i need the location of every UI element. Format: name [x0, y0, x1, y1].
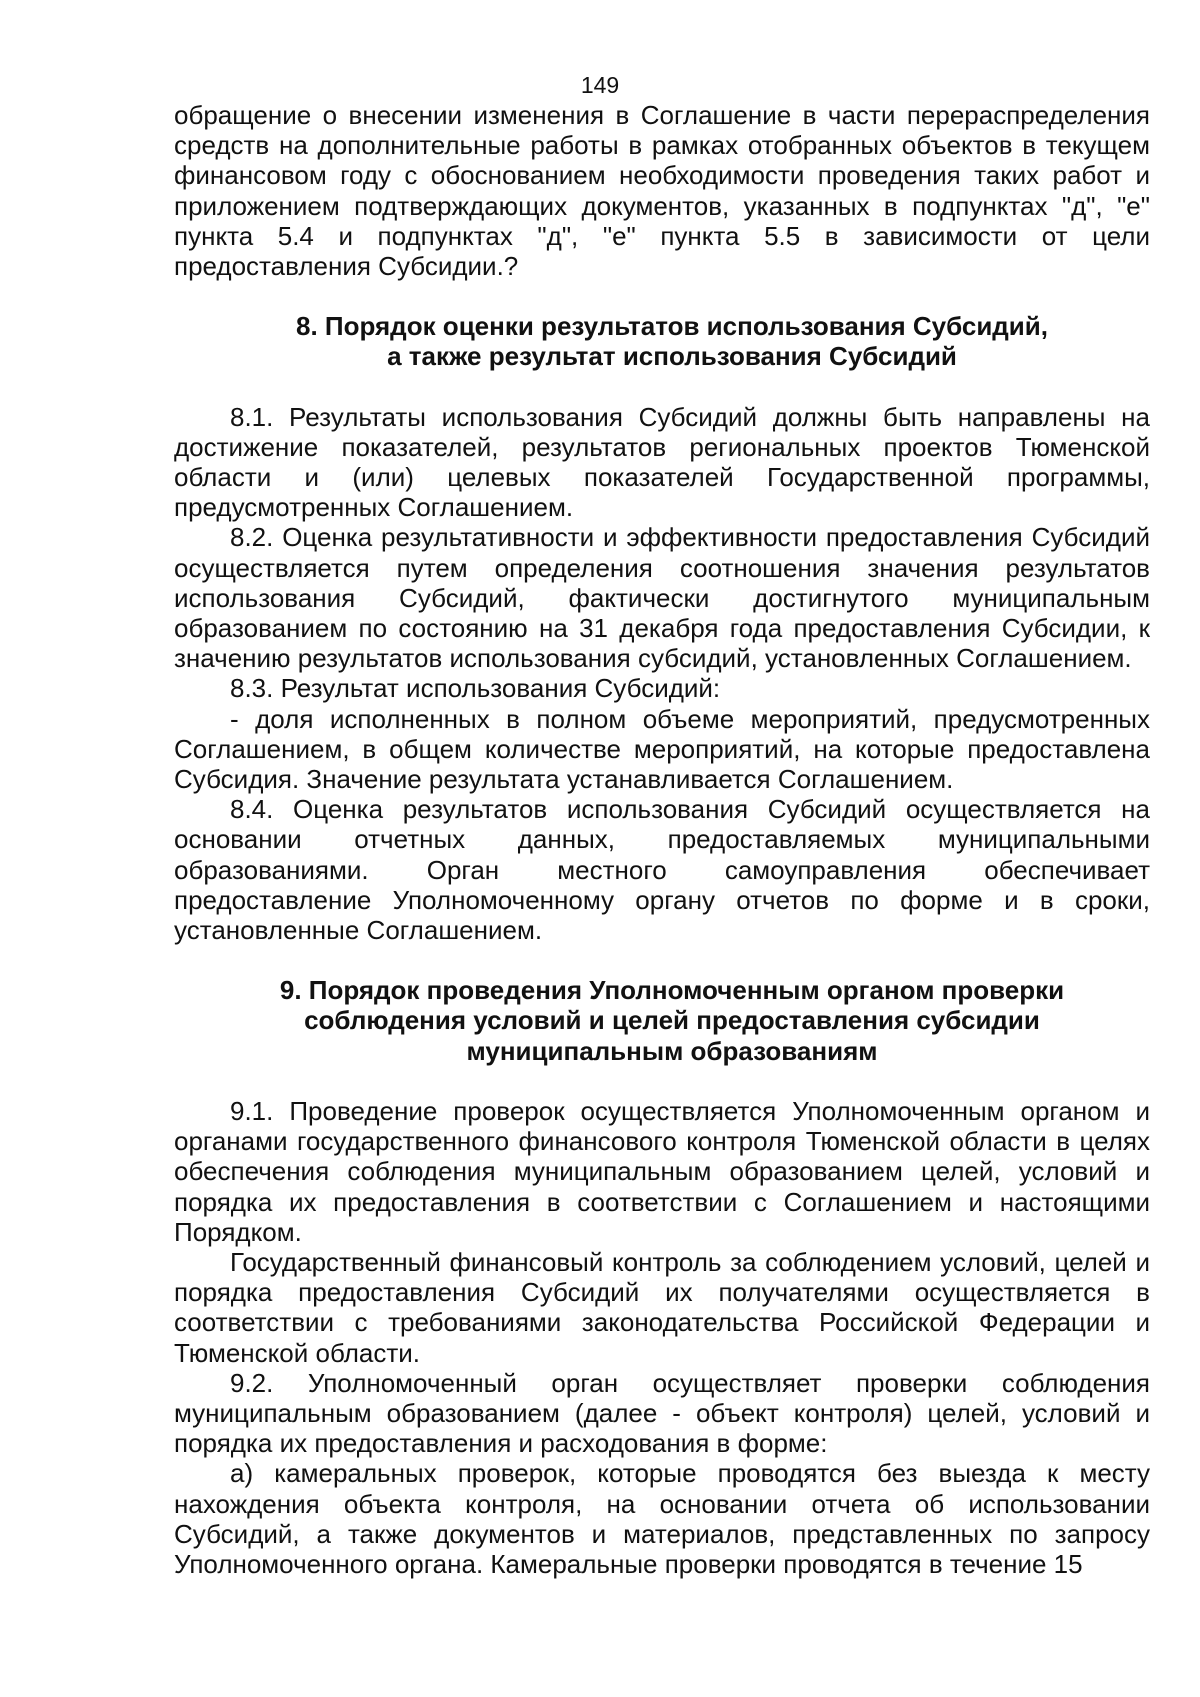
- paragraph-8-4: 8.4. Оценка результатов использования Субсидий осуществляется на основании отчетных данных, предоставляемых муниципальными образованиями. Орган местного самоуправления обеспечивает предоставление Уполномоченному органу отчетов по форме и в сроки, установленные Соглашением.: [174, 794, 1150, 946]
- paragraph-8-3: 8.3. Результат использования Субсидий:: [230, 673, 721, 704]
- paragraph-9-2-a: а) камеральных проверок, которые проводятся без выезда к месту нахождения объекта контроля, на основании отчета об использовании Субсидий, а также документов и материалов, представленных по запросу Уполномоченного органа. Камеральные проверки проводятся в течение 15: [174, 1458, 1150, 1579]
- paragraph-9-2: 9.2. Уполномоченный орган осуществляет проверки соблюдения муниципальным образованием (далее - объект контроля) целей, условий и порядка их предоставления и расходования в форме:: [174, 1367, 1150, 1459]
- section-9-heading-line2: соблюдения условий и целей предоставления субсидии: [304, 1005, 1040, 1036]
- section-8-heading: [174, 311, 1150, 371]
- page-body: [174, 100, 1150, 1579]
- paragraph-8-3-item: - доля исполненных в полном объеме мероприятий, предусмотренных Соглашением, в общем количестве мероприятий, на которые предоставлена Субсидия. Значение результата устанавливается Соглашением.: [174, 703, 1150, 795]
- section-9-heading: [174, 975, 1150, 1066]
- section-8-heading-line1: 8. Порядок оценки результатов использования Субсидий,: [296, 311, 1048, 342]
- paragraph-9-1-state-control: Государственный финансовый контроль за соблюдением условий, целей и порядка предоставления Субсидий их получателями осуществляется в соответствии с требованиями законодательства Российской Федерации и Тюменской области.: [174, 1246, 1150, 1368]
- intro-paragraph: обращение о внесении изменения в Соглашение в части перераспределения средств на дополнительные работы в рамках отобранных объектов в текущем финансовом году с обоснованием необходимости проведения таких работ и приложением подтверждающих документов, указанных в подпунктах "д", "е" пункта 5.4 и подпунктах "д", "е" пункта 5.5 в зависимости от цели предоставления Субсидии.?: [174, 100, 1150, 282]
- page-number: 149: [580, 72, 620, 98]
- section-9-heading-line1: 9. Порядок проведения Уполномоченным органом проверки: [279, 975, 1065, 1006]
- section-9-heading-line3: муниципальным образованиям: [466, 1035, 878, 1066]
- paragraph-8-1: 8.1. Результаты использования Субсидий должны быть направлены на достижение показателей, результатов региональных проектов Тюменской области и (или) целевых показателей Государственной программы, предусмотренных Соглашением.: [174, 401, 1150, 523]
- paragraph-8-2: 8.2. Оценка результативности и эффективности предоставления Субсидий осуществляется путем определения соотношения значения результатов использования Субсидий, фактически достигнутого муниципальным образованием по состоянию на 31 декабря года предоставления Субсидии, к значению результатов использования субсидий, установленных Соглашением.: [174, 522, 1150, 674]
- section-8-heading-line2: а также результат использования Субсидий: [387, 341, 957, 372]
- paragraph-9-1: 9.1. Проведение проверок осуществляется Уполномоченным органом и органами государственного финансового контроля Тюменской области в целях обеспечения соблюдения муниципальным образованием целей, условий и порядка их предоставления в соответствии с Соглашением и настоящими Порядком.: [174, 1095, 1150, 1247]
